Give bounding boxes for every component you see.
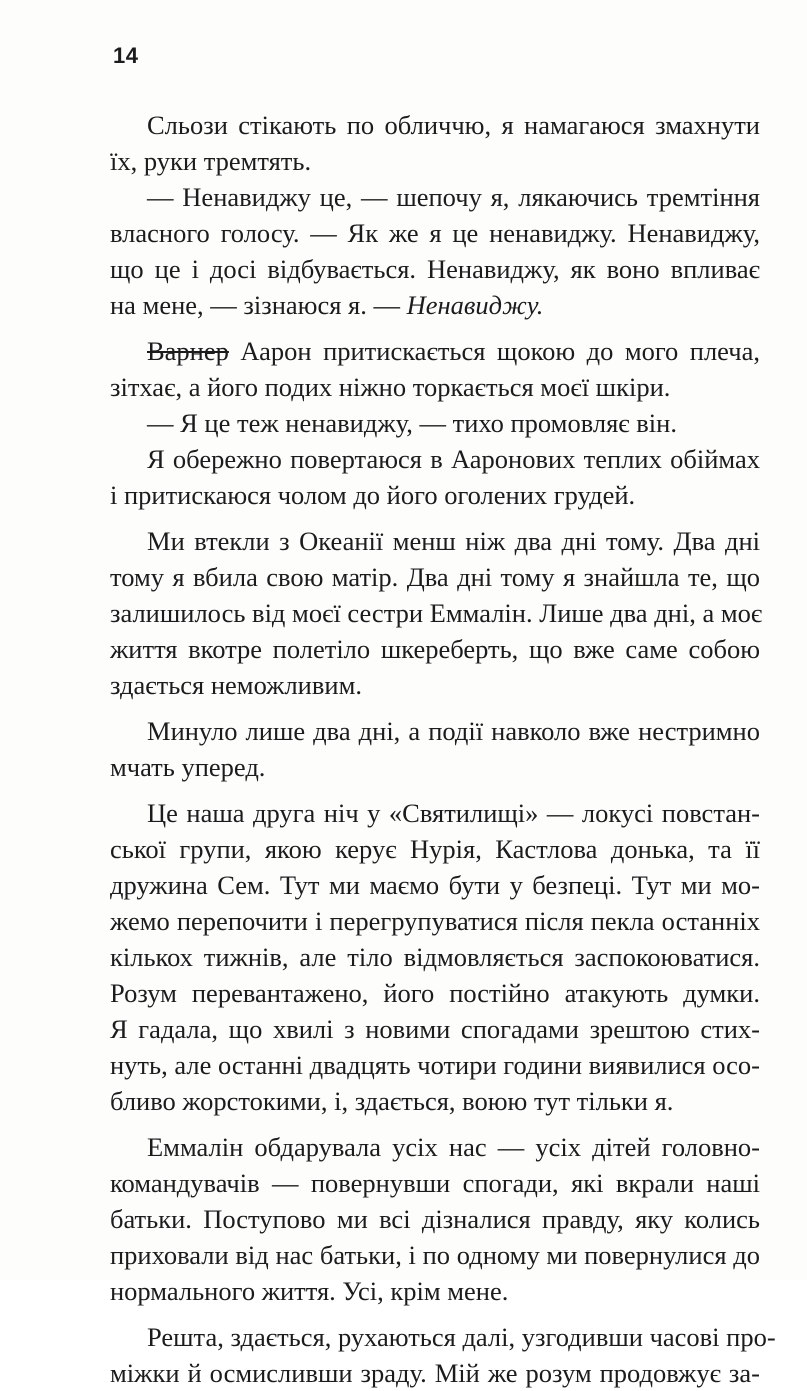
text-line: приховали від нас батьки, і по одному ми повернулися до bbox=[110, 1240, 760, 1270]
line-prefix: на мене, — зізнаюся я. — bbox=[110, 290, 407, 320]
text-line: Це наша друга ніч у «Святилищі» — локусі повстан- bbox=[147, 798, 760, 828]
paragraph bbox=[110, 713, 760, 785]
text-line: Решта, здається, рухаються далі, узгодивши часові про- bbox=[147, 1322, 776, 1352]
text-line: нуть, але останні двадцять чотири години виявилися осо- bbox=[110, 1050, 760, 1080]
text-line: Я обережно повертаюся в Ааронових теплих обіймах bbox=[147, 444, 760, 474]
text-line: бливо жорстокими, і, здається, воюю тут тільки я. bbox=[110, 1086, 674, 1116]
paragraph bbox=[110, 405, 760, 441]
paragraph bbox=[110, 523, 763, 703]
text-line: нормального життя. Усі, крім мене. bbox=[110, 1276, 509, 1306]
text-line bbox=[110, 333, 760, 369]
text-line: міжки й осмисливши зраду. Мій же розум продовжує за- bbox=[110, 1358, 760, 1388]
text-line: їх, руки тремтять. bbox=[110, 146, 312, 176]
text-line: командувачів — повернувши спогади, які вкрали наші bbox=[110, 1168, 760, 1198]
text-line: тому я вбила свою матір. Два дні тому я знайшла те, що bbox=[110, 562, 760, 592]
paragraph bbox=[110, 441, 760, 513]
text-line: Еммалін обдарувала усіх нас — усіх дітей головно- bbox=[147, 1132, 760, 1162]
text-line: кількох тижнів, але тіло відмовляється заспокоюватися. bbox=[110, 942, 760, 972]
text-line: ської групи, якою керує Нурія, Кастлова донька, та її bbox=[110, 834, 760, 864]
text-line: — Ненавиджу це, — шепочу я, лякаючись тремтіння bbox=[147, 182, 760, 212]
page-number: 14 bbox=[113, 43, 139, 68]
text-line: здається неможливим. bbox=[110, 670, 362, 700]
text-line: Минуло лише два дні, а події навколо вже нестримно bbox=[147, 716, 760, 746]
text-line: власного голосу. — Як же я це ненавиджу. Ненавиджу, bbox=[110, 218, 760, 248]
paragraph bbox=[110, 1129, 760, 1309]
text-line: мчать уперед. bbox=[110, 752, 266, 782]
paragraph bbox=[110, 179, 760, 323]
paragraph bbox=[110, 1319, 776, 1391]
paragraph bbox=[110, 107, 760, 179]
text-line: життя вкотре полетіло шкереберть, що вже саме собою bbox=[110, 634, 760, 664]
text-line: Ми втекли з Океанії менш ніж два дні тому. Два дні bbox=[147, 526, 760, 556]
paragraph bbox=[110, 333, 760, 405]
text-line: зітхає, а його подих ніжно торкається моєї шкіри. bbox=[110, 372, 671, 402]
text-line: дружина Сем. Тут ми маємо бути у безпеці. Тут ми мо- bbox=[110, 870, 760, 900]
text-line: залишилось від моєї сестри Еммалін. Лише два дні, а моє bbox=[110, 598, 763, 628]
italic-emphasis: Ненавиджу. bbox=[406, 290, 544, 320]
body-text bbox=[110, 107, 776, 1391]
text-line: і притискаюся чолом до його оголених грудей. bbox=[110, 480, 636, 510]
struck-word: Варнер bbox=[147, 336, 229, 366]
text-line: батьки. Поступово ми всі дізналися правду, яку колись bbox=[110, 1204, 760, 1234]
text-line bbox=[110, 287, 760, 323]
text-line: що це і досі відбувається. Ненавиджу, як воно впливає bbox=[110, 254, 760, 284]
text-line: Розум перевантажено, його постійно атакують думки. bbox=[110, 978, 760, 1008]
text-line: Сльози стікають по обличчю, я намагаюся змахнути bbox=[147, 110, 760, 140]
text-line: Я гадала, що хвилі з новими спогадами зрештою стих- bbox=[110, 1014, 760, 1044]
text-line: жемо перепочити і перегрупуватися після пекла останніх bbox=[110, 906, 760, 936]
line-rest: Аарон притискається щокою до мого плеча, bbox=[228, 336, 760, 366]
paragraph bbox=[110, 795, 760, 1119]
text-line: — Я це теж ненавиджу, — тихо промовляє він. bbox=[147, 408, 677, 438]
